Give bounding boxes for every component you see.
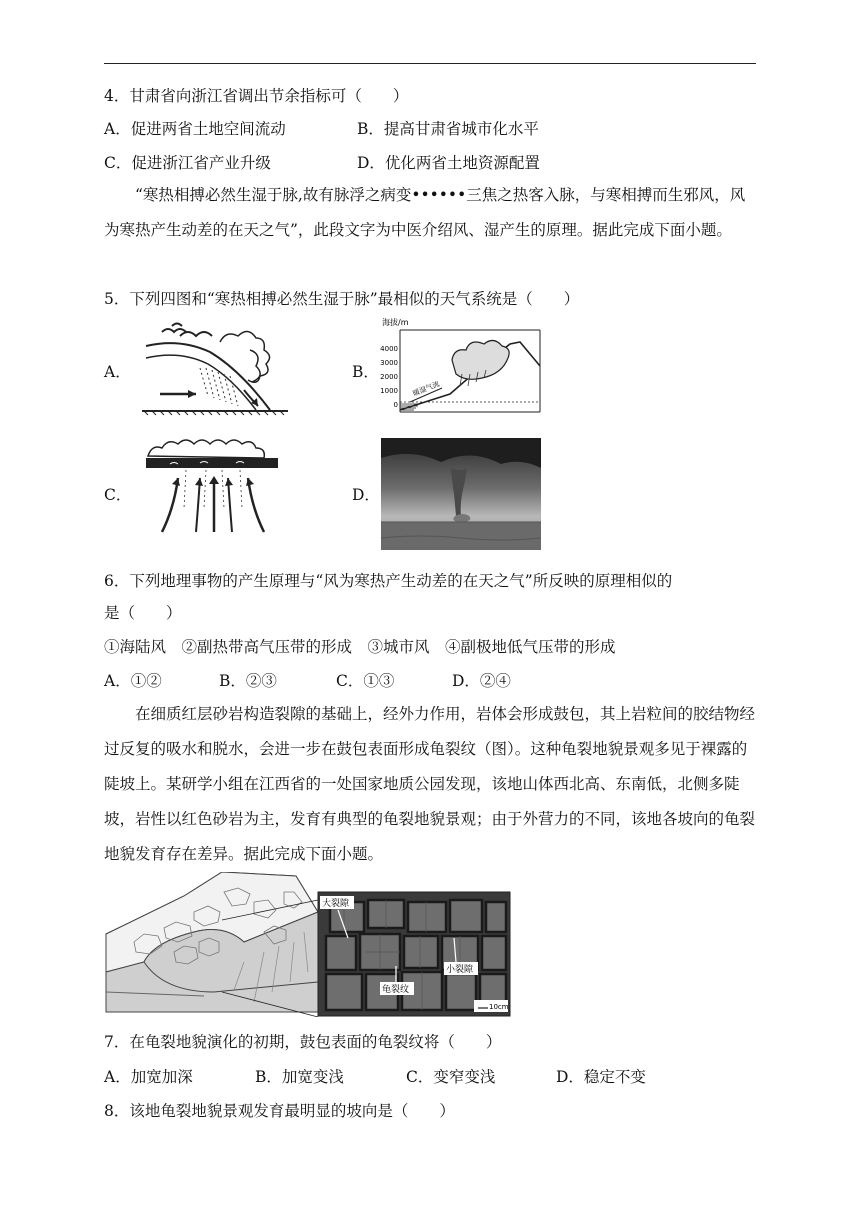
q6-option-c[interactable]: C．①③ [336, 672, 395, 690]
q4-option-d[interactable]: D．优化两省土地资源配置 [357, 154, 540, 172]
q5-option-c[interactable]: C． [104, 486, 132, 504]
q6-stem-line-1: 6．下列地理事物的产生原理与“风为寒热产生动差的在天之气”所反映的原理相似的 [104, 572, 673, 590]
q4-option-c[interactable]: C．促进浙江省产业升级 [104, 154, 271, 172]
q6-stem-line-2: 是（ ） [104, 604, 182, 622]
fig-b-tick-4000: 4000 [380, 345, 398, 353]
q6-option-a[interactable]: A．①② [104, 672, 162, 690]
q7-option-b[interactable]: B．加宽变浅 [255, 1068, 344, 1086]
fig-b-flow-label: 暖湿气流 [411, 379, 441, 398]
q5-figure-d-tornado-photo [381, 438, 541, 550]
q8-stem: 8．该地龟裂地貌景观发育最明显的坡向是（ ） [104, 1102, 455, 1120]
fig-b-axis-title: 海拔/m [382, 318, 409, 327]
label-turtle-crack: 龟裂纹 [382, 985, 410, 995]
q5-option-d[interactable]: D． [352, 486, 380, 504]
q4-stem: 4．甘肃省向浙江省调出节余指标可（ ） [104, 87, 409, 105]
fig-b-tick-2000: 2000 [380, 373, 398, 381]
turtle-crack-figure [104, 872, 514, 1017]
q7-option-d[interactable]: D．稳定不变 [556, 1068, 646, 1086]
q5-option-a[interactable]: A． [104, 363, 131, 381]
label-big-fissure: 大裂隙 [322, 899, 350, 909]
fig-b-tick-3000: 3000 [380, 359, 398, 367]
fig-b-tick-1000: 1000 [380, 387, 398, 395]
header-rule [104, 63, 756, 64]
q7-option-c[interactable]: C．变窄变浅 [406, 1068, 496, 1086]
q6-option-b[interactable]: B．②③ [219, 672, 277, 690]
q5-stem: 5．下列四图和“寒热相搏必然生湿于脉”最相似的天气系统是（ ） [104, 290, 580, 308]
q5-figure-c [140, 438, 285, 536]
fig-b-tick-0: 0 [393, 401, 398, 409]
q4-option-a[interactable]: A．促进两省土地空间流动 [104, 120, 286, 138]
q5-option-b[interactable]: B． [352, 363, 379, 381]
q7-stem: 7．在龟裂地貌演化的初期，鼓包表面的龟裂纹将（ ） [104, 1033, 502, 1051]
q5-figure-a [140, 318, 290, 416]
passage-1: “寒热相搏必然生湿于脉,故有脉浮之病变••••••三焦之热客入脉，与寒相搏而生邪风，风为寒热产生动差的在天之气”，此段文字为中医介绍风、湿产生的原理。据此完成下面小题。 [104, 186, 746, 239]
q7-option-a[interactable]: A．加宽加深 [104, 1068, 193, 1086]
q4-option-b[interactable]: B．提高甘肃省城市化水平 [357, 120, 539, 138]
q6-option-d[interactable]: D．②④ [452, 672, 511, 690]
passage-2: 在细质红层砂岩构造裂隙的基础上，经外力作用，岩体会形成鼓包，其上岩粒间的胶结物经过反复的吸水和脱水，会进一步在鼓包表面形成龟裂纹（图）。这种龟裂地貌景观多见于裸露的陡坡上。某研学小组在江西省的一处国家地质公园发现，该地山体西北高、东南低，北侧多陡坡，岩性以红色砂岩为主，发育有典型的龟裂地貌景观；由于外营力的不同，该地各坡向的龟裂地貌发育存在差异。据此完成下面小题。 [104, 705, 756, 863]
q5-figure-b [380, 316, 545, 418]
q6-items: ①海陆风 ②副热带高气压带的形成 ③城市风 ④副极地低气压带的形成 [104, 638, 616, 656]
scale-label: 10cm [489, 1003, 509, 1011]
label-small-fissure: 小裂隙 [446, 965, 474, 975]
